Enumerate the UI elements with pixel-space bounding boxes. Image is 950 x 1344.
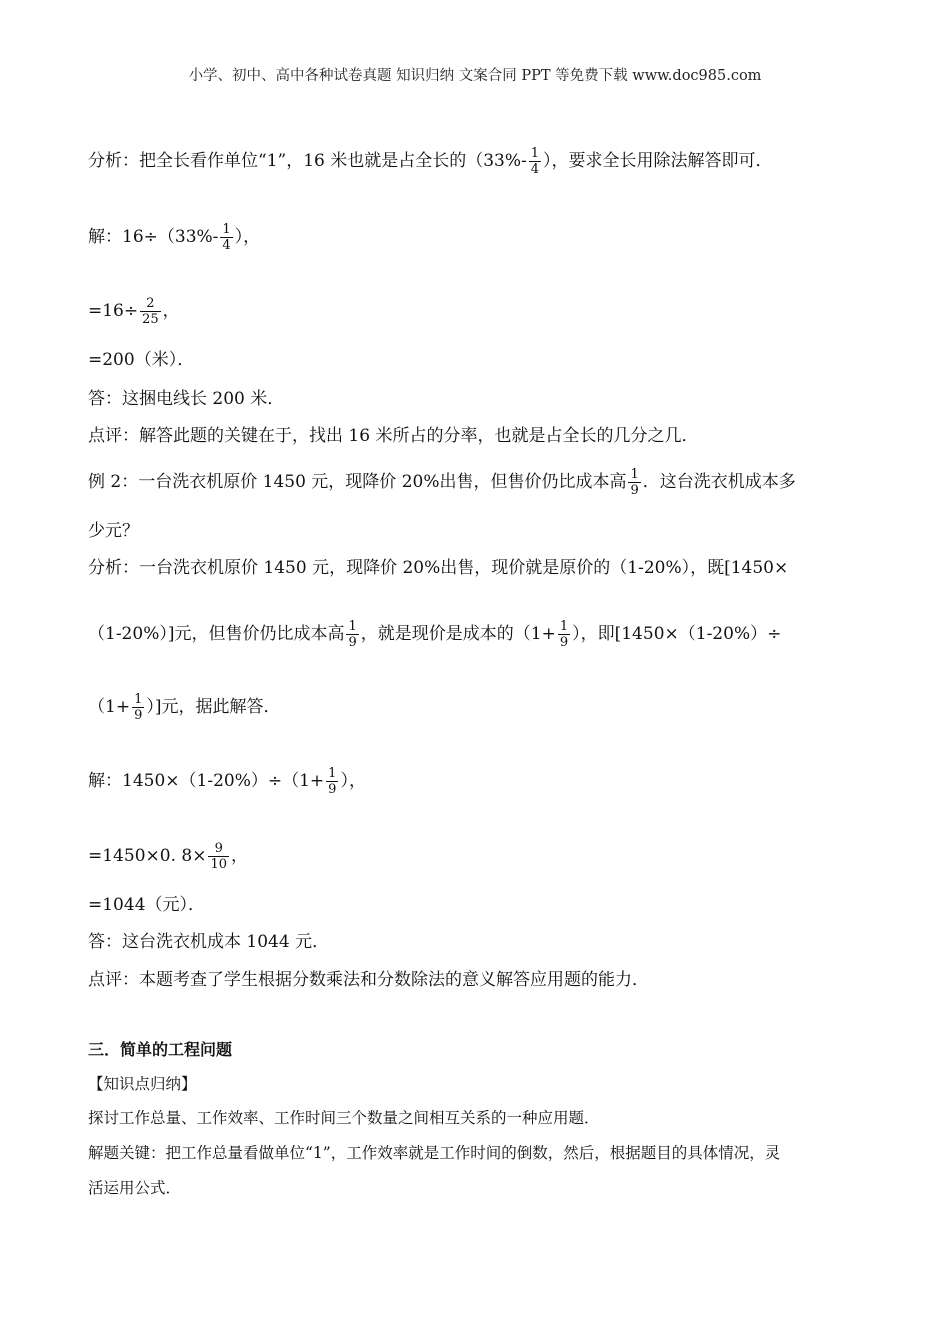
- ex2-question-cont: 少元？: [88, 521, 139, 541]
- ex1-analysis-text-b: ），要求全长用除法解答即可．: [543, 151, 773, 171]
- ex1-step3: =200（米）．: [88, 350, 195, 370]
- ex2-comment: 点评：本题考查了学生根据分数乘法和分数除法的意义解答应用题的能力．: [88, 970, 649, 990]
- section-paragraph-2: 解题关键：把工作总量看做单位“1”，工作效率就是工作时间的倒数，然后，根据题目的具体情况，灵: [88, 1144, 781, 1162]
- page-header: 小学、初中、高中各种试卷真题 知识归纳 文案合同 PPT 等免费下载 www.doc985.com: [188, 68, 762, 84]
- fraction-1-9: $\frac{1}{9}$: [348, 619, 357, 650]
- ex1-solution: 解：16÷（33%- $\frac{1}{4}$ ），: [88, 222, 261, 253]
- ex2-analysis-3: （1+ $\frac{1}{9}$ ）]元，据此解答．: [88, 692, 281, 723]
- ex2-answer: 答：这台洗衣机成本 1044 元．: [88, 932, 330, 952]
- ex2-analysis-2: （1-20%）]元，但售价仍比成本高 $\frac{1}{9}$ ，就是现价是成本的（1+ $\frac{1}{9}$ ），即[1450×（1-20%）÷: [88, 619, 782, 650]
- fraction-1-9: $\frac{1}{9}$: [134, 692, 143, 723]
- ex2-analysis-1: 分析：一台洗衣机原价 1450 元，现降价 20%出售，现价就是原价的（1-20%），既[1450×: [88, 558, 789, 578]
- ex2-step2: =1450×0. 8× $\frac{9}{10}$ ，: [88, 841, 248, 872]
- section-title: 三．简单的工程问题: [88, 1040, 233, 1059]
- fraction-1-9: $\frac{1}{9}$: [630, 467, 639, 498]
- section-paragraph-1: 探讨工作总量、工作效率、工作时间三个数量之间相互关系的一种应用题．: [88, 1109, 600, 1127]
- section-paragraph-3: 活运用公式．: [88, 1179, 182, 1197]
- section-subtitle: 【知识点归纳】: [88, 1075, 197, 1093]
- ex1-answer: 答：这捆电线长 200 米．: [88, 389, 285, 409]
- ex1-step2: =16÷ $\frac{2}{25}$ ，: [88, 296, 180, 327]
- ex1-analysis-text-a: 分析：把全长看作单位“1”，16 米也就是占全长的（33%-: [88, 151, 527, 171]
- fraction-1-9: $\frac{1}{9}$: [328, 766, 337, 797]
- ex2-step3: =1044（元）．: [88, 895, 206, 915]
- fraction-2-25: $\frac{2}{25}$: [142, 296, 159, 327]
- fraction-1-9: $\frac{1}{9}$: [559, 619, 569, 650]
- ex2-question: 例 2：一台洗衣机原价 1450 元，现降价 20%出售，但售价仍比成本高 $\frac{1}{9}$ ．这台洗衣机成本多: [88, 467, 796, 498]
- ex1-analysis: [88, 146, 773, 177]
- fraction-9-10: $\frac{9}{10}$: [210, 841, 227, 872]
- fraction-1-4: $\frac{1}{4}$: [530, 146, 540, 177]
- ex1-comment: 点评：解答此题的关键在于，找出 16 米所占的分率，也就是占全长的几分之几．: [88, 426, 699, 446]
- fraction-1-4: $\frac{1}{4}$: [222, 222, 231, 253]
- ex2-solution: 解：1450×（1-20%）÷（1+ $\frac{1}{9}$ ），: [88, 766, 366, 797]
